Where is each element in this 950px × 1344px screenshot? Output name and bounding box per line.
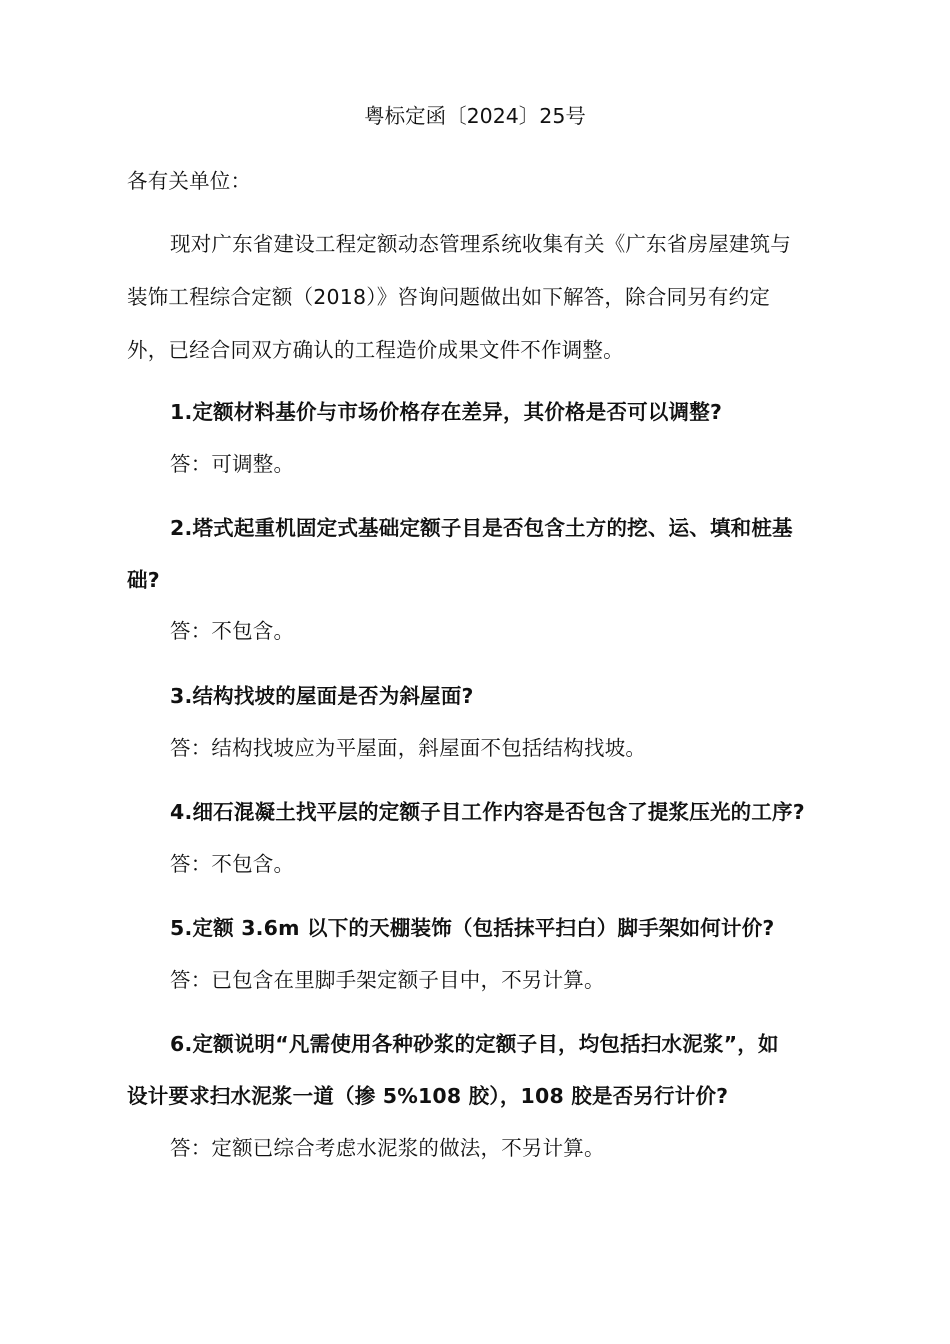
question-6-line-2: 设计要求扫水泥浆一道（掺 5%108 胶），108 胶是否另行计价? <box>127 1084 729 1108</box>
answer-3: 答：结构找坡应为平屋面，斜屋面不包括结构找坡。 <box>170 736 647 760</box>
intro-line-3: 外，已经合同双方确认的工程造价成果文件不作调整。 <box>127 338 624 362</box>
intro-line-1: 现对广东省建设工程定额动态管理系统收集有关《广东省房屋建筑与 <box>170 232 791 256</box>
answer-4: 答：不包含。 <box>170 852 295 876</box>
answer-2: 答：不包含。 <box>170 619 295 643</box>
question-3: 3.结构找坡的屋面是否为斜屋面? <box>170 684 474 708</box>
answer-1: 答：可调整。 <box>170 452 295 476</box>
answer-6: 答：定额已综合考虑水泥浆的做法，不另计算。 <box>170 1136 605 1160</box>
question-2-line-1: 2.塔式起重机固定式基础定额子目是否包含土方的挖、运、填和桩基 <box>170 516 793 540</box>
question-1: 1.定额材料基价与市场价格存在差异，其价格是否可以调整? <box>170 400 723 424</box>
document-number: 粤标定函〔2024〕25号 <box>364 104 586 128</box>
question-5: 5.定额 3.6m 以下的天棚装饰（包括抹平扫白）脚手架如何计价? <box>170 916 775 940</box>
answer-5: 答：已包含在里脚手架定额子目中，不另计算。 <box>170 968 605 992</box>
salutation: 各有关单位： <box>127 169 252 193</box>
intro-line-2: 装饰工程综合定额（2018）》咨询问题做出如下解答，除合同另有约定 <box>127 285 771 309</box>
question-4: 4.细石混凝土找平层的定额子目工作内容是否包含了提浆压光的工序? <box>170 800 805 824</box>
question-6-line-1: 6.定额说明“凡需使用各种砂浆的定额子目，均包括扫水泥浆”，如 <box>170 1032 779 1056</box>
question-2-line-2: 础? <box>127 568 160 592</box>
